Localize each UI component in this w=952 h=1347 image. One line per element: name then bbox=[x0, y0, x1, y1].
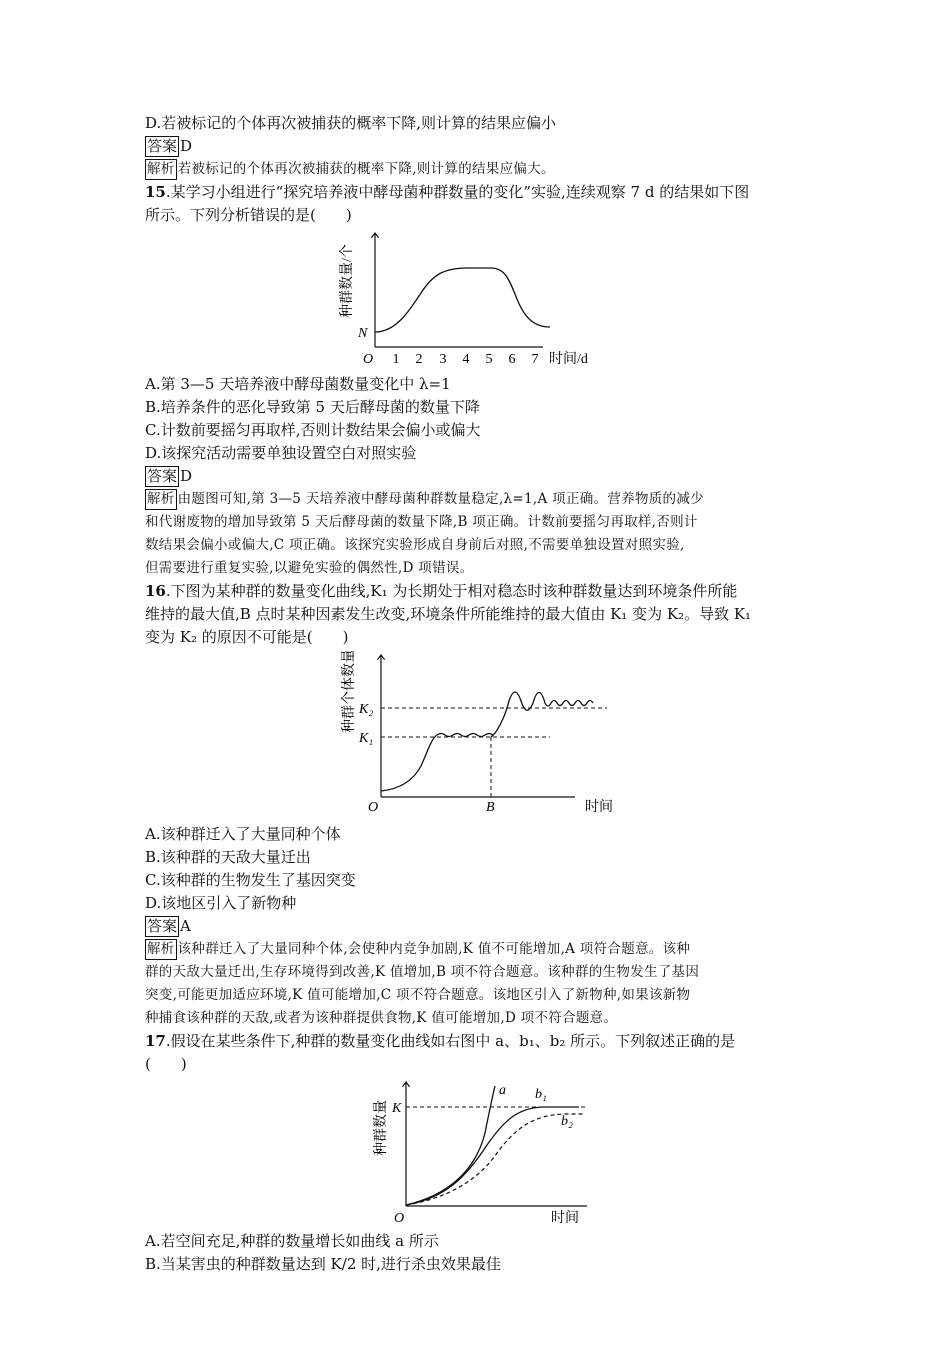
q16-explanation-line-1: 解析 该种群迁入了大量同种个体,会使种内竞争加剧,K 值不可能增加,A 项符合题意。该种 bbox=[145, 938, 810, 961]
q14-explanation bbox=[145, 158, 810, 181]
q14-option-d: D.若被标记的个体再次被捕获的概率下降,则计算的结果应偏小 bbox=[145, 114, 557, 132]
q14-answer bbox=[145, 135, 810, 158]
q16-explanation-line-4: 种捕食该种群的天敌,或者为该种群提供食物,K 值可能增加,D 项不符合题意。 bbox=[145, 1010, 618, 1026]
answer-tag: 答案 bbox=[147, 917, 178, 935]
population-curve bbox=[381, 692, 593, 791]
q16-option-a: A.该种群迁入了大量同种个体 bbox=[145, 825, 341, 843]
curve-b2-label: b₂ bbox=[561, 1114, 573, 1129]
q16-option-c: C.该种群的生物发生了基因突变 bbox=[145, 871, 356, 889]
q15-option-c: C.计数前要摇匀再取样,否则计数结果会偏小或偏大 bbox=[145, 421, 481, 439]
x-tick-7: 7 bbox=[531, 352, 539, 367]
q15-figure bbox=[145, 229, 810, 371]
q15-explanation-line-1: 解析 由题图可知,第 3—5 天培养液中酵母菌种群数量稳定,λ=1,A 项正确。营养物质的减少 bbox=[145, 488, 810, 511]
answer-value: D bbox=[180, 467, 193, 485]
x-tick-2: 2 bbox=[415, 352, 423, 367]
q15-explanation-line-2: 和代谢废物的增加导致第 5 天后酵母菌的数量下降,B 项正确。计数前要摇匀再取样,否则计 bbox=[145, 514, 698, 530]
q15-stem-line-1: 15.某学习小组进行“探究培养液中酵母菌种群数量的变化”实验,连续观察 7 d 的结果如下图 bbox=[145, 183, 750, 201]
q16-stem-line-1: 16.下图为某种群的数量变化曲线,K₁ 为长期处于相对稳态时该种群数量达到环境条件所能 bbox=[145, 582, 738, 600]
growth-curves-chart bbox=[145, 1078, 810, 1228]
explain-tag: 解析 bbox=[145, 489, 177, 510]
q17-figure bbox=[145, 1078, 810, 1228]
question-number: 16 bbox=[145, 582, 166, 600]
q15-answer bbox=[145, 465, 810, 488]
curve-b2 bbox=[406, 1114, 585, 1205]
q15-option-b: B.培养条件的恶化导致第 5 天后酵母菌的数量下降 bbox=[145, 398, 480, 416]
q16-option-d: D.该地区引入了新物种 bbox=[145, 894, 297, 912]
x-tick-3: 3 bbox=[439, 352, 447, 367]
population-curve bbox=[375, 268, 550, 332]
q17-stem-line-2: ( ) bbox=[145, 1055, 187, 1073]
k1-label: K₁ bbox=[359, 731, 374, 746]
curve-b1 bbox=[406, 1107, 579, 1205]
origin-label: O bbox=[368, 800, 379, 815]
q15-stem-line-2: 所示。下列分析错误的是( ) bbox=[145, 206, 352, 224]
y-axis-label: 种群数量/个 bbox=[340, 244, 355, 318]
q16-stem-line-3: 变为 K₂ 的原因不可能是( ) bbox=[145, 628, 349, 646]
y-axis-label: 种群数量 bbox=[374, 1100, 389, 1156]
x-axis-label: 时间 bbox=[551, 1211, 579, 1226]
y-axis-label: 种群个体数量 bbox=[342, 651, 357, 733]
x-axis-label: 时间 bbox=[585, 800, 613, 815]
q15-option-d: D.该探究活动需要单独设置空白对照实验 bbox=[145, 444, 417, 462]
q15-option-a: A.第 3—5 天培养液中酵母菌数量变化中 λ=1 bbox=[145, 375, 451, 393]
x-tick-4: 4 bbox=[462, 352, 470, 367]
start-label: N bbox=[358, 326, 368, 341]
question-page bbox=[145, 112, 810, 1276]
q16-explanation-line-2: 群的天敌大量迁出,生存环境得到改善,K 值增加,B 项不符合题意。该种群的生物发生了基因 bbox=[145, 964, 700, 980]
x-axis-label: 时间/d bbox=[549, 352, 588, 367]
q17-option-a: A.若空间充足,种群的数量增长如曲线 a 所示 bbox=[145, 1232, 439, 1250]
question-number: 17 bbox=[145, 1032, 166, 1050]
q16-answer bbox=[145, 915, 810, 938]
x-tick-6: 6 bbox=[508, 352, 516, 367]
answer-tag: 答案 bbox=[147, 137, 178, 155]
k2-label: K₂ bbox=[359, 702, 374, 717]
x-tick-1: 1 bbox=[392, 352, 400, 367]
q16-option-b: B.该种群的天敌大量迁出 bbox=[145, 848, 311, 866]
answer-value: A bbox=[180, 917, 191, 935]
b-label: B bbox=[486, 800, 495, 815]
curve-a-label: a bbox=[499, 1083, 506, 1098]
k-value-chart bbox=[145, 651, 810, 821]
origin-label: O bbox=[363, 352, 374, 367]
answer-tag: 答案 bbox=[147, 467, 178, 485]
q16-explanation-line-3: 突变,可能更加适应环境,K 值可能增加,C 项不符合题意。该地区引入了新物种,如果该新物 bbox=[145, 987, 691, 1003]
q16-figure bbox=[145, 651, 810, 821]
yeast-population-chart bbox=[145, 229, 810, 371]
q15-explanation-line-3: 数结果会偏小或偏大,C 项正确。该探究实验形成自身前后对照,不需要单独设置对照实验, bbox=[145, 537, 685, 553]
q15-explanation-line-4: 但需要进行重复实验,以避免实验的偶然性,D 项错误。 bbox=[145, 560, 474, 576]
explain-tag: 解析 bbox=[145, 159, 177, 180]
q16-stem-line-2: 维持的最大值,B 点时某种因素发生改变,环境条件所能维持的最大值由 K₁ 变为 K₂。导致 K₁ bbox=[145, 605, 752, 623]
q17-option-b: B.当某害虫的种群数量达到 K/2 时,进行杀虫效果最佳 bbox=[145, 1255, 501, 1273]
k-label: K bbox=[392, 1101, 402, 1116]
origin-label: O bbox=[394, 1211, 405, 1226]
curve-b1-label: b₁ bbox=[535, 1087, 547, 1102]
answer-value: D bbox=[180, 137, 193, 155]
q17-stem-line-1: 17.假设在某些条件下,种群的数量变化曲线如右图中 a、b₁、b₂ 所示。下列叙述正确的是 bbox=[145, 1032, 736, 1050]
explain-tag: 解析 bbox=[145, 939, 177, 960]
question-number: 15 bbox=[145, 183, 166, 201]
explanation-text: 若被标记的个体再次被捕获的概率下降,则计算的结果应偏大。 bbox=[177, 161, 555, 177]
x-tick-5: 5 bbox=[485, 352, 493, 367]
